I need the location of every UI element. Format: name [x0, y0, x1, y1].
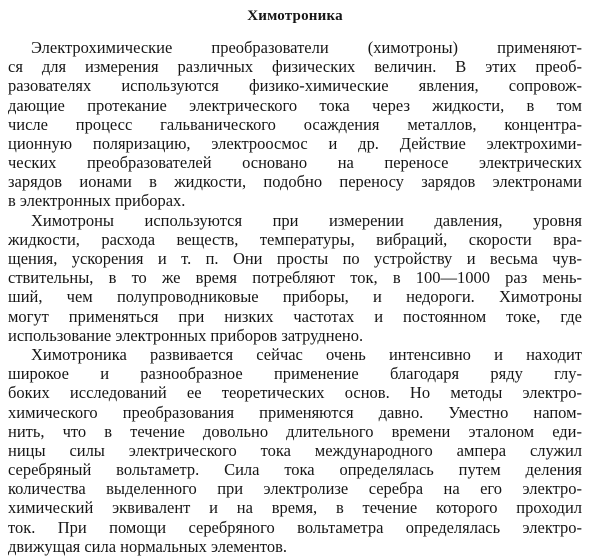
paragraph-1-line-4: дающие протекание электрического тока через жидкости, в том — [8, 95, 582, 115]
paragraph-3-line-1: Химотроника развивается сейчас очень интенсивно и находит — [31, 344, 582, 364]
paragraph-2-line-6: могут применяться при низких частотах и постоянном токе, где — [8, 306, 582, 326]
paragraph-2-line-5: ший, чем полупроводниковые приборы, и недороги. Химотроны — [8, 287, 582, 307]
paragraph-3-line-3: боких исследований ее теоретических основ. Но методы электро- — [8, 383, 582, 403]
paragraph-2-line-4: ствительны, в то же время потребляют ток, в 100—1000 раз мень- — [8, 268, 582, 288]
paragraph-3-line-11: движущая сила нормальных элементов. — [8, 536, 288, 556]
paragraph-3-line-8: количества выделенного при электролизе серебра на его электро- — [8, 479, 582, 499]
paragraph-3-line-2: широкое и разнообразное применение благодаря ряду глу- — [8, 364, 582, 384]
page-title: Химотроника — [247, 8, 343, 24]
paragraph-1-line-3: разователях используются физико-химические явления, сопровож- — [8, 76, 582, 96]
paragraph-3-line-7: серебряный вольтаметр. Сила тока определялась путем деления — [8, 460, 582, 480]
paragraph-3-line-4: химического преобразования применяются давно. Уместно напом- — [8, 402, 582, 422]
paragraph-1-line-6: ционную поляризацию, электроосмос и др. Действие электрохими- — [8, 133, 582, 153]
paragraph-2-line-3: щения, ускорения и т. п. Они просты по устройству и весьма чув- — [8, 249, 582, 269]
paragraph-2-line-7: использование электронных приборов затруднено. — [8, 325, 364, 345]
paragraph-1-line-9: в электронных приборах. — [8, 191, 186, 211]
paragraph-1-line-1: Электрохимические преобразователи (химотроны) применяют- — [31, 38, 582, 57]
paragraph-3-line-6: ницы силы электрического тока международного ампера служил — [8, 440, 582, 460]
paragraph-2-line-2: жидкости, расхода веществ, температуры, вибраций, скорости вра- — [8, 229, 582, 249]
paragraph-1-line-7: ческих преобразователей основано на переносе электрических — [8, 153, 582, 173]
paragraph-1-line-8: зарядов ионами в жидкости, подобно переносу зарядов электронами — [8, 172, 582, 192]
paragraph-3-line-9: химический эквивалент и на время, в течение которого проходил — [8, 498, 582, 518]
paragraph-1-line-2: ся для измерения различных физических величин. В этих преоб- — [8, 57, 582, 77]
paragraph-2-line-1: Химотроны используются при измерении давления, уровня — [31, 210, 582, 230]
paragraph-1-line-5: числе процесс гальванического осаждения металлов, концентра- — [8, 114, 582, 134]
paragraph-3-line-10: ток. При помощи серебряного вольтаметра определялась электро- — [8, 517, 582, 537]
paragraph-3-line-5: нить, что в течение довольно длительного времени эталоном еди- — [8, 421, 582, 441]
